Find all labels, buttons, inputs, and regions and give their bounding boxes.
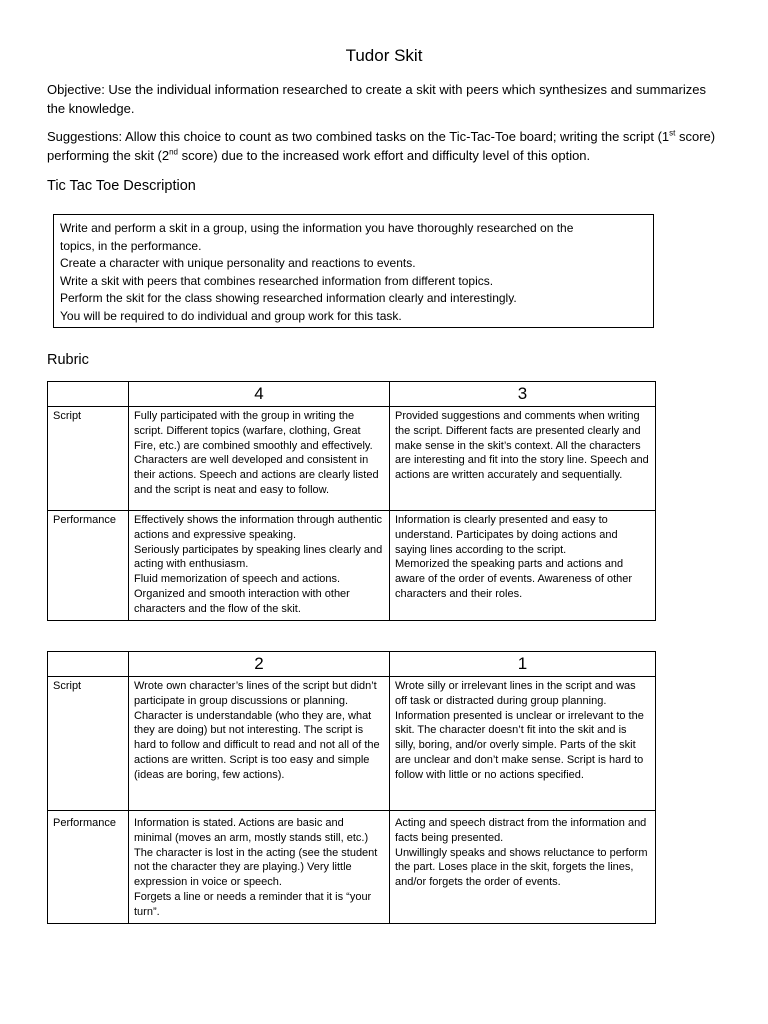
description-line: Write and perform a skit in a group, using the information you have thoroughly researched on the: [60, 221, 574, 235]
objective-paragraph: Objective: Use the individual information researched to create a skit with peers which synthesizes and summarizes the knowledge.: [47, 82, 706, 116]
header-score: 2: [129, 652, 390, 677]
description-line: You will be required to do individual and group work for this task.: [60, 308, 402, 323]
description-line: Write a skit with peers that combines researched information from different topics.: [60, 273, 494, 288]
table-header-row: [48, 652, 656, 677]
row-label: Performance: [48, 811, 129, 924]
suggestions-text-2: score) performing the skit (2: [47, 129, 716, 163]
rubric-table-4-3: [47, 381, 656, 621]
header-blank: [48, 652, 129, 677]
header-score: 3: [390, 382, 656, 407]
rubric-heading: Rubric: [47, 352, 89, 368]
description-line: topics, in the performance.: [60, 238, 202, 253]
rubric-cell: Acting and speech distract from the information and facts being presented. Unwillingly speaks and shows reluctance to perform the part. Loses place in the skit, forgets the lines, and/or forgets the order of events.: [390, 811, 656, 924]
table-row: [48, 511, 656, 621]
page-title: Tudor Skit: [345, 46, 423, 65]
suggestions-text-3: score) due to the increased work effort and difficulty level of this option.: [178, 148, 591, 163]
suggestions-paragraph: [47, 127, 727, 165]
rubric-cell: Wrote silly or irrelevant lines in the script and was off task or distracted during group planning. Information presented is unclear or irrelevant to the skit. The character doesn’t fit into the skit and is silly, boring, and/or overly simple. Parts of the skit are unclear and don’t make sense. Script is hard to follow with little or no actions specified.: [390, 677, 656, 811]
header-score: 1: [390, 652, 656, 677]
row-label: Performance: [48, 511, 129, 621]
description-line: Perform the skit for the class showing researched information clearly and interestingly.: [60, 291, 517, 306]
row-label: Script: [48, 677, 129, 811]
rubric-cell: Information is clearly presented and easy to understand. Participates by doing actions and saying lines according to the script. Memorized the speaking parts and actions and aware of the order of events. Awareness of other characters and their roles.: [390, 511, 656, 621]
header-score: 4: [129, 382, 390, 407]
header-blank: [48, 382, 129, 407]
table-row: [48, 677, 656, 811]
table-header-row: [48, 382, 656, 407]
tic-tac-toe-heading: Tic Tac Toe Description: [47, 178, 196, 194]
rubric-cell: Effectively shows the information through authentic actions and expressive speaking. Seriously participates by speaking lines clearly and acting with enthusiasm. Fluid memorization of speech and actions. Organized and smooth interaction with other characters and the flow of the skit.: [129, 511, 390, 621]
description-line: Create a character with unique personality and reactions to events.: [60, 256, 416, 271]
rubric-cell: Information is stated. Actions are basic and minimal (moves an arm, mostly stands still, etc.) The character is lost in the acting (see the student not the character they are playing.) Very little expression in voice or speech. Forgets a line or needs a reminder that it is “your turn”.: [129, 811, 390, 924]
table-row: [48, 811, 656, 924]
description-box: [53, 214, 654, 328]
rubric-table-2-1: [47, 651, 656, 924]
rubric-cell: Provided suggestions and comments when writing the script. Different facts are presented clearly and make sense in the skit’s context. All the characters are interesting and fit into the story line. Speech and actions are written accurately and sequentially.: [390, 407, 656, 511]
suggestions-sup-1: st: [669, 128, 676, 138]
table-row: [48, 407, 656, 511]
suggestions-sup-2: nd: [169, 147, 179, 157]
rubric-cell: Fully participated with the group in writing the script. Different topics (warfare, clothing, Great Fire, etc.) are combined smoothly and effectively. Characters are well developed and consistent in their actions. Speech and actions are clearly listed and the script is neat and easy to follow.: [129, 407, 390, 511]
suggestions-text-1: Suggestions: Allow this choice to count as two combined tasks on the Tic-Tac-Toe board; writing the script (1: [47, 129, 670, 144]
row-label: Script: [48, 407, 129, 511]
rubric-cell: Wrote own character’s lines of the script but didn’t participate in group discussions or planning. Character is understandable (who they are, what they are doing) but not interesting. The script is hard to follow and difficult to read and not all of the actions are written. Script is too easy and simple (ideas are boring, few actions).: [129, 677, 390, 811]
